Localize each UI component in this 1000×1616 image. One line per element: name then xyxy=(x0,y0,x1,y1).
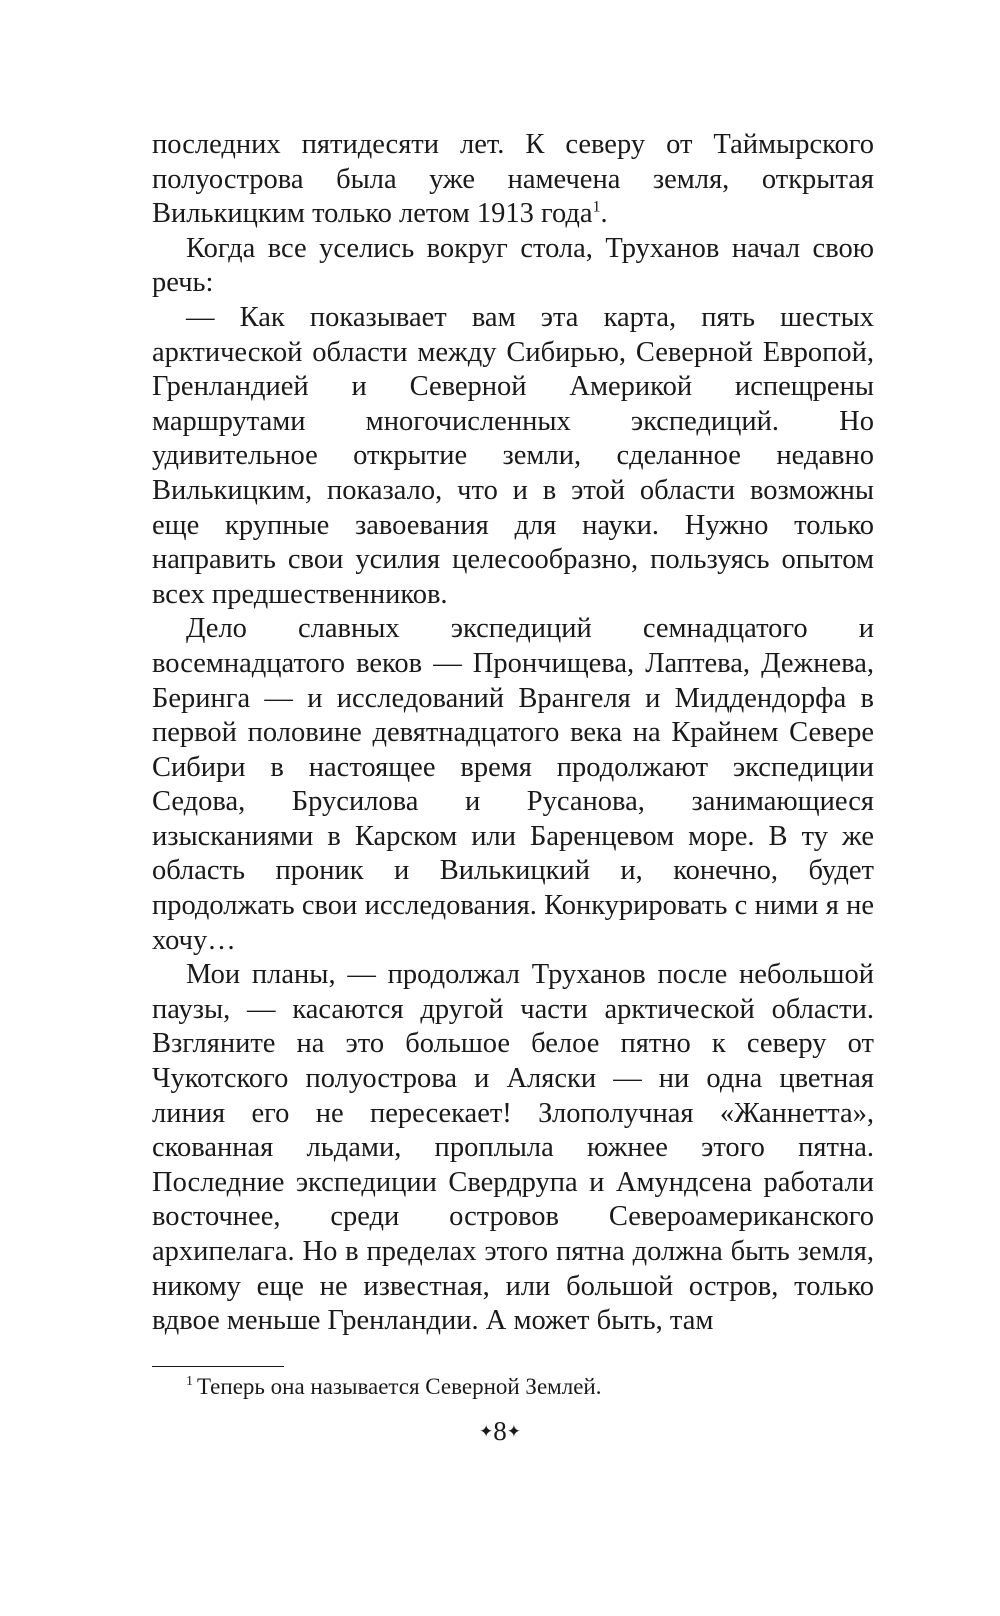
paragraph-4: Дело славных экспедиций семнадцатого и восемнадцатого веков — Прончищева, Лаптева, Дежнева, Беринга — и исследований Врангеля и Миддендорфа в первой половине девятнадцатого века на Крайнем Севере Сибири в настоящее время продолжают экспедиции Седова, Брусилова и Русанова, занимающиеся изысканиями в Карском или Баренцевом море. В ту же область проник и Вилькицкий и, конечно, будет продолжать свои исследования. Конкурировать с ними я не хочу… xyxy=(152,613,874,956)
footnote-divider xyxy=(152,1366,284,1367)
footnote-marker: 1 xyxy=(186,1374,193,1390)
footnote-reference: 1 xyxy=(592,198,601,216)
paragraph-1 xyxy=(152,128,874,232)
footnote-text: Теперь она называется Северной Землей. xyxy=(197,1374,602,1399)
paragraph-2: Когда все уселись вокруг стола, Труханов начал свою речь: xyxy=(152,232,874,299)
page-number xyxy=(0,1414,1000,1449)
paragraph-1-text: последних пятидесяти лет. К северу от Таймырского полуострова была уже намечена земля, открытая Вилькицким только летом 1913 года xyxy=(152,129,874,230)
paragraph-3: — Как показывает вам эта карта, пять шестых арктической области между Сибирью, Северной Европой, Гренландией и Северной Америкой испещрены маршрутами многочисленных экспедиций. Но удивительное открытие земли, сделанное недавно Вилькицким, показало, что и в этой области возможны еще крупные завоевания для науки. Нужно только направить свои усилия целесообразно, пользуясь опытом всех предшественников. xyxy=(152,301,874,610)
page-body xyxy=(152,128,874,1339)
ornament-right-icon: ✦ xyxy=(506,1422,521,1441)
paragraph-1-tail: . xyxy=(600,198,608,230)
ornament-left-icon: ✦ xyxy=(479,1422,494,1441)
paragraph-5: Мои планы, — продолжал Труханов после небольшой паузы, — касаются другой части арктической области. Взгляните на это большое белое пятно к северу от Чукотского полуострова и Аляски — ни одна цветная линия его не пересекает! Злополучная «Жаннетта», скованная льдами, проплыла южнее этого пятна. Последние экспедиции Свердрупа и Амундсена работали восточнее, среди островов Североамериканского архипелага. Но в пределах этого пятна должна быть земля, никому еще не известная, или большой остров, только вдвое меньше Гренландии. А может быть, там xyxy=(152,959,874,1337)
footnote xyxy=(186,1372,601,1402)
page-number-value: 8 xyxy=(493,1416,507,1446)
